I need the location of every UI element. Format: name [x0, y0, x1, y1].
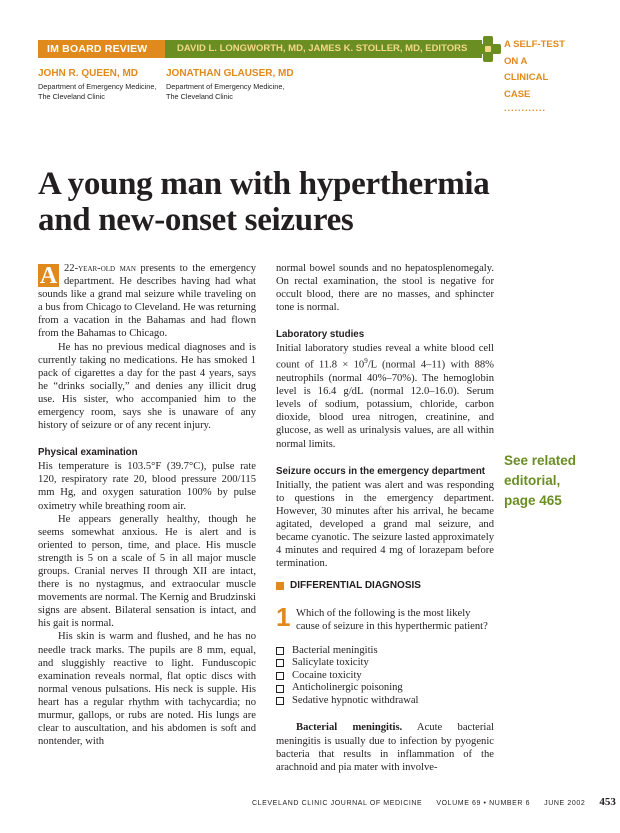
self-test-line: ON A — [504, 55, 528, 67]
title-line: A young man with hyperthermia — [38, 166, 490, 202]
author-affiliation: Department of Emergency Medicine, — [38, 82, 157, 91]
heading-seizure: Seizure occurs in the emergency department — [276, 465, 486, 477]
checkbox-icon[interactable] — [276, 647, 284, 655]
paragraph: His temperature is 103.5°F (39.7°C), pulse rate 120, respiratory rate 20, blood pressure 200/115 mm Hg, and oxygen saturation 100% by pulse oximetry while breathing room air. — [38, 461, 256, 512]
article-title — [38, 166, 490, 238]
volume-number: VOLUME 69 • NUMBER 6 — [436, 800, 531, 807]
page-footer — [252, 796, 616, 808]
answer-option[interactable] — [276, 682, 494, 695]
square-bullet-icon — [276, 582, 284, 590]
option-label: Sedative hypnotic withdrawal — [292, 694, 419, 706]
dd-heading-text: DIFFERENTIAL DIAGNOSIS — [290, 580, 421, 592]
self-test-line: CLINICAL — [504, 72, 549, 83]
self-test-label — [504, 37, 565, 113]
heading-lab-studies: Laboratory studies — [276, 329, 365, 341]
paragraph: normal bowel sounds and no hepatosplenomegaly. On rectal examination, the stool is negative for occult blood, there are no masses, and sphincter tone is normal. — [276, 263, 494, 314]
self-test-line: CASE — [504, 88, 531, 100]
option-label: Cocaine toxicity — [292, 669, 362, 681]
answer-option[interactable] — [276, 670, 494, 683]
option-label: Bacterial meningitis — [292, 644, 378, 656]
bold-lead: Bacterial meningitis. — [296, 722, 403, 734]
issue-date: JUNE 2002 — [544, 800, 586, 807]
author-name: JONATHAN GLAUSER, MD — [166, 68, 294, 79]
checkbox-icon[interactable] — [276, 659, 284, 667]
answer-option[interactable] — [276, 657, 494, 670]
intro-smallcaps: 22-year-old man — [64, 263, 136, 274]
paragraph — [276, 721, 494, 773]
title-line: and new-onset seizures — [38, 202, 354, 238]
differential-diagnosis-heading — [276, 580, 494, 592]
intro-text: presents to the emergency department. He describes having had what sounds like a grand mal seizure while traveling on a bus from Chicago to Cleveland. He was returning from a vacation in the Bahamas and had flown from the Bahamas to Chicago. — [38, 263, 256, 340]
answer-option[interactable] — [276, 695, 494, 708]
lab-text: /L (normal 4–11) with 88% neutrophils (normal 40%–70%). The hemoglobin level is 16.4 g/dL (normal 12.0–16.0). Serum levels of sodium, potassium, chloride, carbon dioxide, blood urea nitrogen, creatinine, and glucose, as well as urinalysis values, are all within normal limits. — [276, 360, 494, 450]
section-label: IM BOARD REVIEW — [38, 40, 165, 58]
self-test-dots: ............ — [504, 103, 547, 113]
journal-name: CLEVELAND CLINIC JOURNAL OF MEDICINE — [252, 800, 423, 807]
self-test-line: A SELF-TEST — [504, 39, 565, 50]
editors-line: DAVID L. LONGWORTH, MD, JAMES K. STOLLER, MD, EDITORS — [165, 40, 482, 58]
paragraph: Initially, the patient was alert and was responding to questions in the emergency department. However, 30 minutes after his arrival, he became agitated, developed a grand mal seizure, and became cyanotic. The seizure lasted approximately 4 minutes and required 4 mg of lorazepam before termination. — [276, 479, 494, 570]
answer-options — [276, 645, 494, 708]
paragraph: He has no previous medical diagnoses and is currently taking no medications. He has smoked 1 pack of cigarettes a day for the past 4 years, says he “drinks socially,” and denies any illicit drug use. His sister, who accompanied him to the emergency room, says she is unaware of any history of seizure or of any recent injury. — [38, 341, 256, 432]
paragraph — [276, 342, 494, 450]
related-line: page 465 — [504, 493, 562, 508]
author-affiliation: Department of Emergency Medicine, — [166, 82, 285, 91]
related-line: See related — [504, 453, 577, 468]
question-block — [276, 602, 494, 633]
option-label: Anticholinergic poisoning — [292, 682, 403, 694]
related-line: editorial, — [504, 473, 561, 488]
question-number: 1 — [276, 602, 291, 633]
checkbox-icon[interactable] — [276, 685, 284, 693]
question-text: Which of the following is the most likely cause of seizure in this hyperthermic patient? — [296, 608, 488, 633]
checkbox-icon[interactable] — [276, 672, 284, 680]
paragraph: He appears generally healthy, though he seems somewhat anxious. He is alert and is oriented to person, time, and place. His muscle strength is 5 on a scale of 5 in all major muscle groups. Cranial nerves II through XII are intact, there is no nystagmus, and extraocular muscle movements are normal. The Kernig and Brudzinski signs are absent. Bilateral sensation is intact, and his gait is normal. — [38, 513, 256, 630]
related-editorial-note — [504, 451, 576, 511]
superscript: 9 — [364, 357, 368, 366]
author-affiliation: The Cleveland Clinic — [166, 92, 233, 101]
paragraph — [38, 262, 256, 341]
section-banner — [38, 40, 482, 58]
checkbox-icon[interactable] — [276, 697, 284, 705]
option-label: Salicylate toxicity — [292, 657, 369, 669]
page-number: 453 — [599, 796, 616, 808]
heading-physical-exam: Physical examination — [38, 447, 138, 459]
author-block — [166, 67, 294, 102]
paragraph: His skin is warm and flushed, and he has no needle track marks. The pupils are 8 mm, equal, and sluggishly reactive to light. Funduscopic examination reveals normal, flat optic discs with normal venous pulsations. His neck is supple. His heart has a regular rhythm with tachycardia; no murmur, gallops, or rubs are noted. His lungs are clear to auscultation, and his abdomen is soft and nontender, with — [38, 631, 256, 748]
drop-cap: A — [39, 263, 58, 289]
author-affiliation: The Cleveland Clinic — [38, 92, 105, 101]
author-block — [38, 67, 156, 102]
paragraph-text: Acute bacterial meningitis is usually due to infection by pyogenic bacteria that results in inflammation of the arachnoid and pia mater with involve- — [276, 722, 494, 773]
author-name: JOHN R. QUEEN, MD — [38, 68, 139, 79]
column-left — [38, 262, 256, 748]
medical-cross-icon — [475, 36, 501, 62]
answer-option[interactable] — [276, 645, 494, 658]
column-right — [276, 262, 494, 774]
lab-text: Initial laboratory studies reveal a white blood cell count of 11.8 × 10 — [276, 343, 494, 371]
